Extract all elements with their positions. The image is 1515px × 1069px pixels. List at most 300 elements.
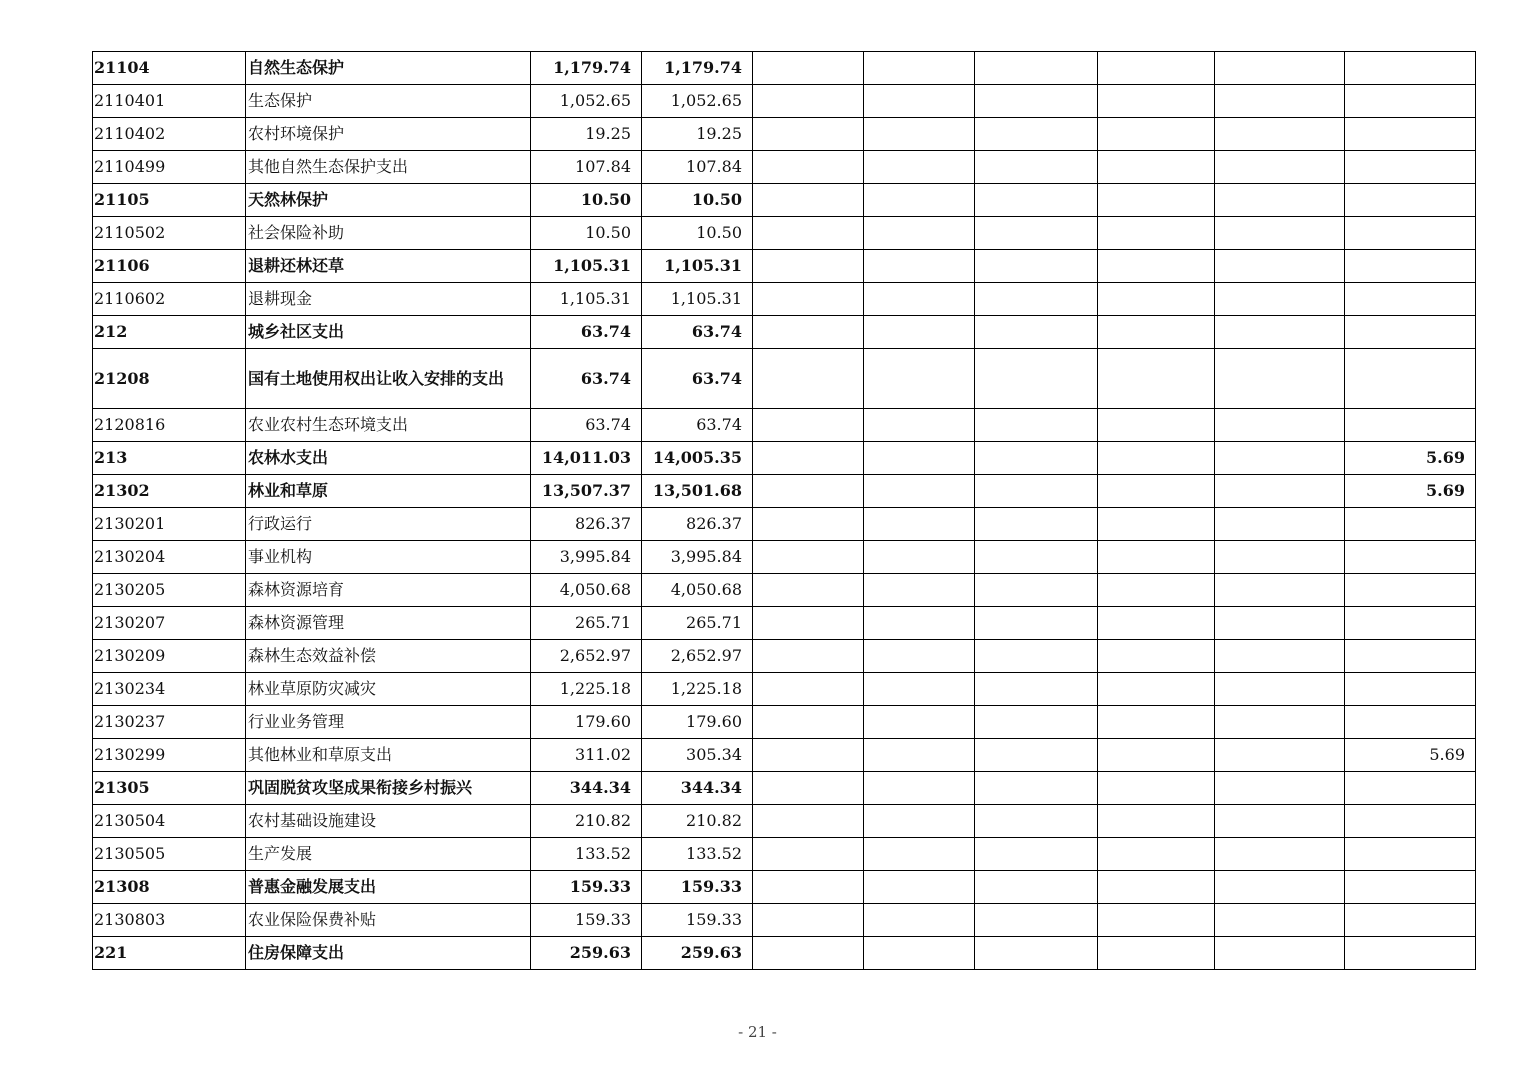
code-cell: 21106 xyxy=(93,250,246,283)
empty-cell xyxy=(1215,52,1345,85)
empty-cell xyxy=(1098,118,1215,151)
name-cell: 普惠金融发展支出 xyxy=(246,871,531,904)
empty-cell xyxy=(975,904,1098,937)
amount-cell xyxy=(1345,640,1476,673)
table-row xyxy=(93,838,1476,871)
table-row xyxy=(93,673,1476,706)
amount-cell: 14,005.35 xyxy=(642,442,753,475)
table-row xyxy=(93,283,1476,316)
empty-cell xyxy=(1098,574,1215,607)
name-cell: 农村基础设施建设 xyxy=(246,805,531,838)
amount-cell xyxy=(1345,805,1476,838)
empty-cell xyxy=(1215,838,1345,871)
table-row xyxy=(93,541,1476,574)
empty-cell xyxy=(975,772,1098,805)
amount-cell: 3,995.84 xyxy=(531,541,642,574)
amount-cell: 63.74 xyxy=(531,349,642,409)
amount-cell xyxy=(1345,184,1476,217)
empty-cell xyxy=(1215,904,1345,937)
amount-cell: 344.34 xyxy=(642,772,753,805)
empty-cell xyxy=(753,739,864,772)
amount-cell: 1,105.31 xyxy=(642,283,753,316)
table-row xyxy=(93,250,1476,283)
amount-cell xyxy=(1345,541,1476,574)
amount-cell: 311.02 xyxy=(531,739,642,772)
empty-cell xyxy=(1098,283,1215,316)
amount-cell xyxy=(1345,409,1476,442)
empty-cell xyxy=(753,184,864,217)
amount-cell: 4,050.68 xyxy=(642,574,753,607)
empty-cell xyxy=(975,250,1098,283)
amount-cell xyxy=(1345,217,1476,250)
name-cell: 森林资源培育 xyxy=(246,574,531,607)
name-cell: 农林水支出 xyxy=(246,442,531,475)
name-cell: 林业草原防灾减灾 xyxy=(246,673,531,706)
name-cell: 退耕还林还草 xyxy=(246,250,531,283)
amount-cell xyxy=(1345,118,1476,151)
empty-cell xyxy=(753,85,864,118)
amount-cell: 5.69 xyxy=(1345,739,1476,772)
empty-cell xyxy=(1215,85,1345,118)
amount-cell xyxy=(1345,937,1476,970)
empty-cell xyxy=(753,349,864,409)
empty-cell xyxy=(1215,607,1345,640)
empty-cell xyxy=(864,409,975,442)
amount-cell: 179.60 xyxy=(642,706,753,739)
amount-cell: 1,179.74 xyxy=(642,52,753,85)
empty-cell xyxy=(975,574,1098,607)
empty-cell xyxy=(753,118,864,151)
code-cell: 2130209 xyxy=(93,640,246,673)
empty-cell xyxy=(753,508,864,541)
amount-cell: 265.71 xyxy=(642,607,753,640)
code-cell: 2130234 xyxy=(93,673,246,706)
code-cell: 2110402 xyxy=(93,118,246,151)
empty-cell xyxy=(1098,673,1215,706)
empty-cell xyxy=(1215,217,1345,250)
empty-cell xyxy=(753,541,864,574)
empty-cell xyxy=(1098,904,1215,937)
amount-cell: 1,105.31 xyxy=(531,283,642,316)
empty-cell xyxy=(1215,118,1345,151)
code-cell: 2120816 xyxy=(93,409,246,442)
amount-cell: 3,995.84 xyxy=(642,541,753,574)
empty-cell xyxy=(1098,871,1215,904)
amount-cell xyxy=(1345,85,1476,118)
amount-cell: 1,105.31 xyxy=(642,250,753,283)
empty-cell xyxy=(864,673,975,706)
code-cell: 2110502 xyxy=(93,217,246,250)
empty-cell xyxy=(975,739,1098,772)
empty-cell xyxy=(1215,937,1345,970)
empty-cell xyxy=(1098,508,1215,541)
amount-cell: 13,507.37 xyxy=(531,475,642,508)
table-row xyxy=(93,706,1476,739)
amount-cell: 133.52 xyxy=(531,838,642,871)
name-cell: 城乡社区支出 xyxy=(246,316,531,349)
table-row xyxy=(93,607,1476,640)
empty-cell xyxy=(1215,184,1345,217)
amount-cell: 159.33 xyxy=(642,904,753,937)
empty-cell xyxy=(864,574,975,607)
empty-cell xyxy=(864,217,975,250)
table-row xyxy=(93,442,1476,475)
empty-cell xyxy=(1098,838,1215,871)
code-cell: 2110602 xyxy=(93,283,246,316)
amount-cell: 19.25 xyxy=(642,118,753,151)
empty-cell xyxy=(864,85,975,118)
empty-cell xyxy=(753,151,864,184)
budget-table-body xyxy=(93,52,1476,970)
amount-cell xyxy=(1345,607,1476,640)
table-row xyxy=(93,937,1476,970)
amount-cell: 107.84 xyxy=(642,151,753,184)
name-cell: 行政运行 xyxy=(246,508,531,541)
code-cell: 21208 xyxy=(93,349,246,409)
table-row xyxy=(93,151,1476,184)
amount-cell: 2,652.97 xyxy=(531,640,642,673)
empty-cell xyxy=(975,184,1098,217)
table-row xyxy=(93,871,1476,904)
empty-cell xyxy=(975,607,1098,640)
empty-cell xyxy=(975,217,1098,250)
amount-cell: 344.34 xyxy=(531,772,642,805)
empty-cell xyxy=(1098,772,1215,805)
empty-cell xyxy=(1215,151,1345,184)
amount-cell xyxy=(1345,838,1476,871)
empty-cell xyxy=(1098,184,1215,217)
empty-cell xyxy=(975,85,1098,118)
table-row xyxy=(93,85,1476,118)
empty-cell xyxy=(1215,442,1345,475)
table-row xyxy=(93,805,1476,838)
empty-cell xyxy=(1098,739,1215,772)
empty-cell xyxy=(864,508,975,541)
amount-cell xyxy=(1345,151,1476,184)
code-cell: 2130207 xyxy=(93,607,246,640)
empty-cell xyxy=(864,52,975,85)
empty-cell xyxy=(1215,574,1345,607)
empty-cell xyxy=(753,805,864,838)
empty-cell xyxy=(975,871,1098,904)
table-row xyxy=(93,772,1476,805)
empty-cell xyxy=(753,250,864,283)
amount-cell: 63.74 xyxy=(531,316,642,349)
table-row xyxy=(93,574,1476,607)
empty-cell xyxy=(1215,871,1345,904)
empty-cell xyxy=(1098,541,1215,574)
table-row xyxy=(93,184,1476,217)
empty-cell xyxy=(1215,541,1345,574)
amount-cell xyxy=(1345,52,1476,85)
amount-cell xyxy=(1345,316,1476,349)
empty-cell xyxy=(1215,706,1345,739)
empty-cell xyxy=(975,838,1098,871)
empty-cell xyxy=(975,118,1098,151)
code-cell: 2130205 xyxy=(93,574,246,607)
amount-cell: 159.33 xyxy=(531,871,642,904)
empty-cell xyxy=(975,673,1098,706)
empty-cell xyxy=(753,283,864,316)
amount-cell xyxy=(1345,871,1476,904)
code-cell: 213 xyxy=(93,442,246,475)
amount-cell: 63.74 xyxy=(531,409,642,442)
code-cell: 2130201 xyxy=(93,508,246,541)
page-number: - 21 - xyxy=(738,1023,777,1041)
empty-cell xyxy=(864,184,975,217)
empty-cell xyxy=(864,283,975,316)
code-cell: 2130803 xyxy=(93,904,246,937)
empty-cell xyxy=(1215,349,1345,409)
empty-cell xyxy=(864,118,975,151)
empty-cell xyxy=(975,349,1098,409)
name-cell: 行业业务管理 xyxy=(246,706,531,739)
amount-cell: 63.74 xyxy=(642,409,753,442)
empty-cell xyxy=(753,772,864,805)
empty-cell xyxy=(1215,673,1345,706)
empty-cell xyxy=(864,442,975,475)
empty-cell xyxy=(975,640,1098,673)
empty-cell xyxy=(753,574,864,607)
empty-cell xyxy=(1215,475,1345,508)
empty-cell xyxy=(975,475,1098,508)
amount-cell xyxy=(1345,904,1476,937)
code-cell: 2130504 xyxy=(93,805,246,838)
empty-cell xyxy=(753,217,864,250)
empty-cell xyxy=(864,475,975,508)
empty-cell xyxy=(1098,607,1215,640)
empty-cell xyxy=(864,904,975,937)
amount-cell: 259.63 xyxy=(642,937,753,970)
amount-cell: 179.60 xyxy=(531,706,642,739)
amount-cell: 210.82 xyxy=(642,805,753,838)
amount-cell: 1,225.18 xyxy=(531,673,642,706)
table-row xyxy=(93,409,1476,442)
amount-cell: 826.37 xyxy=(531,508,642,541)
code-cell: 21302 xyxy=(93,475,246,508)
empty-cell xyxy=(975,316,1098,349)
amount-cell: 1,225.18 xyxy=(642,673,753,706)
empty-cell xyxy=(1215,409,1345,442)
empty-cell xyxy=(975,442,1098,475)
code-cell: 2130299 xyxy=(93,739,246,772)
empty-cell xyxy=(864,316,975,349)
amount-cell: 265.71 xyxy=(531,607,642,640)
empty-cell xyxy=(753,937,864,970)
empty-cell xyxy=(864,607,975,640)
empty-cell xyxy=(753,442,864,475)
table-row xyxy=(93,640,1476,673)
empty-cell xyxy=(1098,316,1215,349)
empty-cell xyxy=(864,937,975,970)
empty-cell xyxy=(975,52,1098,85)
empty-cell xyxy=(864,805,975,838)
table-row xyxy=(93,217,1476,250)
empty-cell xyxy=(975,409,1098,442)
amount-cell xyxy=(1345,250,1476,283)
name-cell: 天然林保护 xyxy=(246,184,531,217)
empty-cell xyxy=(864,739,975,772)
name-cell: 生产发展 xyxy=(246,838,531,871)
table-row xyxy=(93,904,1476,937)
amount-cell: 1,052.65 xyxy=(531,85,642,118)
empty-cell xyxy=(975,151,1098,184)
empty-cell xyxy=(864,151,975,184)
amount-cell: 826.37 xyxy=(642,508,753,541)
empty-cell xyxy=(1098,937,1215,970)
empty-cell xyxy=(753,640,864,673)
amount-cell: 1,179.74 xyxy=(531,52,642,85)
budget-table xyxy=(92,51,1476,970)
amount-cell xyxy=(1345,772,1476,805)
empty-cell xyxy=(864,706,975,739)
code-cell: 212 xyxy=(93,316,246,349)
empty-cell xyxy=(975,508,1098,541)
amount-cell xyxy=(1345,574,1476,607)
amount-cell: 5.69 xyxy=(1345,475,1476,508)
table-row xyxy=(93,739,1476,772)
amount-cell: 259.63 xyxy=(531,937,642,970)
amount-cell: 14,011.03 xyxy=(531,442,642,475)
name-cell: 社会保险补助 xyxy=(246,217,531,250)
empty-cell xyxy=(753,838,864,871)
empty-cell xyxy=(975,706,1098,739)
name-cell: 其他林业和草原支出 xyxy=(246,739,531,772)
name-cell: 农业保险保费补贴 xyxy=(246,904,531,937)
empty-cell xyxy=(753,706,864,739)
name-cell: 事业机构 xyxy=(246,541,531,574)
code-cell: 21105 xyxy=(93,184,246,217)
empty-cell xyxy=(864,871,975,904)
empty-cell xyxy=(1098,706,1215,739)
name-cell: 退耕现金 xyxy=(246,283,531,316)
name-cell: 其他自然生态保护支出 xyxy=(246,151,531,184)
name-cell: 巩固脱贫攻坚成果衔接乡村振兴 xyxy=(246,772,531,805)
empty-cell xyxy=(1098,85,1215,118)
empty-cell xyxy=(1098,409,1215,442)
empty-cell xyxy=(1098,217,1215,250)
amount-cell: 5.69 xyxy=(1345,442,1476,475)
empty-cell xyxy=(864,541,975,574)
empty-cell xyxy=(1215,772,1345,805)
amount-cell: 4,050.68 xyxy=(531,574,642,607)
empty-cell xyxy=(864,250,975,283)
amount-cell: 305.34 xyxy=(642,739,753,772)
empty-cell xyxy=(1098,475,1215,508)
code-cell: 2130204 xyxy=(93,541,246,574)
table-row xyxy=(93,349,1476,409)
amount-cell: 159.33 xyxy=(642,871,753,904)
amount-cell: 19.25 xyxy=(531,118,642,151)
amount-cell: 133.52 xyxy=(642,838,753,871)
empty-cell xyxy=(1215,283,1345,316)
table-row xyxy=(93,316,1476,349)
empty-cell xyxy=(1098,442,1215,475)
code-cell: 2110401 xyxy=(93,85,246,118)
amount-cell: 10.50 xyxy=(642,217,753,250)
amount-cell: 1,052.65 xyxy=(642,85,753,118)
amount-cell xyxy=(1345,283,1476,316)
empty-cell xyxy=(1098,250,1215,283)
amount-cell: 159.33 xyxy=(531,904,642,937)
empty-cell xyxy=(1098,805,1215,838)
name-cell: 国有土地使用权出让收入安排的支出 xyxy=(246,349,531,409)
empty-cell xyxy=(1098,349,1215,409)
name-cell: 生态保护 xyxy=(246,85,531,118)
empty-cell xyxy=(864,838,975,871)
empty-cell xyxy=(1215,508,1345,541)
empty-cell xyxy=(753,475,864,508)
amount-cell: 1,105.31 xyxy=(531,250,642,283)
empty-cell xyxy=(1215,739,1345,772)
empty-cell xyxy=(753,409,864,442)
empty-cell xyxy=(1215,316,1345,349)
amount-cell: 107.84 xyxy=(531,151,642,184)
empty-cell xyxy=(1098,640,1215,673)
empty-cell xyxy=(864,349,975,409)
empty-cell xyxy=(864,772,975,805)
name-cell: 自然生态保护 xyxy=(246,52,531,85)
empty-cell xyxy=(975,937,1098,970)
amount-cell: 2,652.97 xyxy=(642,640,753,673)
empty-cell xyxy=(975,541,1098,574)
name-cell: 农村环境保护 xyxy=(246,118,531,151)
code-cell: 2110499 xyxy=(93,151,246,184)
table-row xyxy=(93,475,1476,508)
amount-cell xyxy=(1345,706,1476,739)
amount-cell xyxy=(1345,673,1476,706)
amount-cell: 63.74 xyxy=(642,349,753,409)
amount-cell: 63.74 xyxy=(642,316,753,349)
empty-cell xyxy=(753,607,864,640)
empty-cell xyxy=(1215,250,1345,283)
empty-cell xyxy=(1215,805,1345,838)
name-cell: 森林生态效益补偿 xyxy=(246,640,531,673)
empty-cell xyxy=(1098,52,1215,85)
amount-cell: 13,501.68 xyxy=(642,475,753,508)
code-cell: 21104 xyxy=(93,52,246,85)
amount-cell xyxy=(1345,349,1476,409)
empty-cell xyxy=(753,871,864,904)
empty-cell xyxy=(753,904,864,937)
code-cell: 21308 xyxy=(93,871,246,904)
name-cell: 住房保障支出 xyxy=(246,937,531,970)
table-row xyxy=(93,508,1476,541)
amount-cell: 10.50 xyxy=(531,217,642,250)
empty-cell xyxy=(975,805,1098,838)
code-cell: 2130505 xyxy=(93,838,246,871)
empty-cell xyxy=(753,316,864,349)
code-cell: 2130237 xyxy=(93,706,246,739)
empty-cell xyxy=(1215,640,1345,673)
name-cell: 森林资源管理 xyxy=(246,607,531,640)
empty-cell xyxy=(975,283,1098,316)
table-row xyxy=(93,52,1476,85)
name-cell: 农业农村生态环境支出 xyxy=(246,409,531,442)
empty-cell xyxy=(864,640,975,673)
amount-cell: 10.50 xyxy=(642,184,753,217)
amount-cell: 10.50 xyxy=(531,184,642,217)
code-cell: 21305 xyxy=(93,772,246,805)
amount-cell xyxy=(1345,508,1476,541)
empty-cell xyxy=(753,52,864,85)
table-row xyxy=(93,118,1476,151)
code-cell: 221 xyxy=(93,937,246,970)
empty-cell xyxy=(753,673,864,706)
empty-cell xyxy=(1098,151,1215,184)
name-cell: 林业和草原 xyxy=(246,475,531,508)
amount-cell: 210.82 xyxy=(531,805,642,838)
